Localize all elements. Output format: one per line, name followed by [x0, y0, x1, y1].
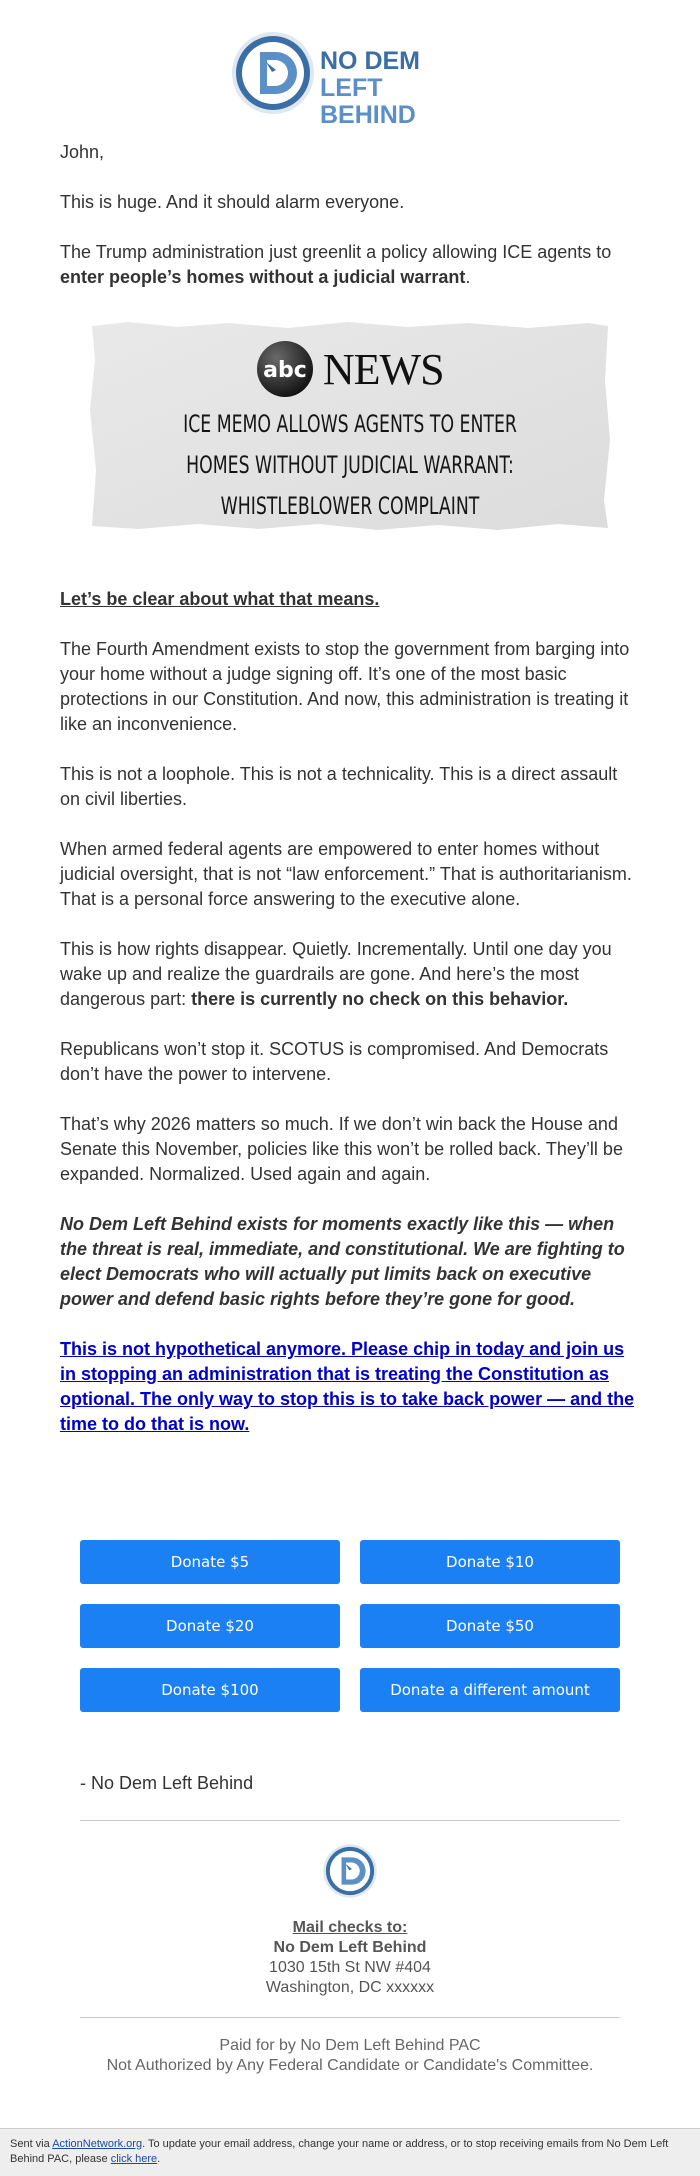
- paragraph-6-bold: there is currently no check on this behavior.: [191, 989, 569, 1009]
- donate-20-button[interactable]: Donate $20: [80, 1604, 340, 1648]
- footer-update-text: . To update your email address, change your name or address, or to stop receiving emails from No Dem Left Behind PAC, please: [10, 2138, 669, 2165]
- donate-5-button[interactable]: Donate $5: [80, 1540, 340, 1584]
- donate-100-button[interactable]: Donate $100: [80, 1668, 340, 1712]
- not-authorized-line: Not Authorized by Any Federal Candidate or Candidate's Committee.: [106, 2057, 594, 2074]
- actionnetwork-link[interactable]: ActionNetwork.org: [52, 2138, 143, 2150]
- mail-street: 1030 15th St NW #404: [269, 1959, 431, 1976]
- abc-news-logo: [88, 340, 612, 398]
- donate-50-button[interactable]: Donate $50: [360, 1604, 620, 1648]
- paragraph-8: That’s why 2026 matters so much. If we don’t win back the House and Senate this November, policies like this won’t be rolled back. They’ll be expanded. Normalized. Used again and again.: [60, 1114, 623, 1184]
- mail-checks-label: Mail checks to:: [292, 1919, 408, 1936]
- mail-checks-address: [0, 1918, 700, 1998]
- email-header: [0, 0, 700, 130]
- divider-top: [80, 1820, 620, 1821]
- paragraph-2-text: The Trump administration just greenlit a policy allowing ICE agents to: [60, 242, 612, 262]
- spacer: [60, 532, 640, 587]
- paragraph-3: The Fourth Amendment exists to stop the government from barging into your home without a judge signing off. It’s one of the most basic protections in our Constitution. And now, this administration is treating it like an inconvenience.: [60, 639, 630, 734]
- donate-other-amount-button[interactable]: Donate a different amount: [360, 1668, 620, 1712]
- footer-logo-d-icon: [322, 1843, 378, 1899]
- logo-line-1: NO DEM: [320, 47, 420, 75]
- paragraph-7: Republicans won’t stop it. SCOTUS is compromised. And Democrats don’t have the power to intervene.: [60, 1039, 609, 1084]
- footer-sent-via: Sent via: [10, 2138, 53, 2150]
- greeting: John,: [60, 142, 105, 162]
- unsubscribe-link[interactable]: click here: [110, 2153, 158, 2165]
- paid-for-line: Paid for by No Dem Left Behind PAC: [219, 2037, 481, 2054]
- unsubscribe-footer: [0, 2128, 700, 2176]
- paid-for-disclaimer: [0, 2036, 700, 2076]
- donate-cta-link[interactable]: This is not hypothetical anymore. Please chip in today and join us in stopping an administration that is treating the Constitution as optional. The only way to stop this is to take back power — and the time to do that is now.: [60, 1339, 635, 1434]
- paragraph-6: [60, 937, 640, 1012]
- mail-city: Washington, DC xxxxxx: [265, 1979, 435, 1996]
- paragraph-6-text: This is how rights disappear. Quietly. Incrementally. Until one day you wake up and realize the guardrails are gone. And here’s the most dangerous part:: [60, 939, 612, 1009]
- logo-d-icon: [230, 30, 316, 116]
- signoff: - No Dem Left Behind: [80, 1773, 254, 1793]
- paragraph-2-bold: enter people’s homes without a judicial warrant: [60, 267, 466, 287]
- logo-line-2: LEFT BEHIND: [320, 74, 416, 129]
- brand-logo[interactable]: [230, 30, 470, 129]
- paragraph-2-end: .: [465, 267, 471, 287]
- abc-logo-icon: [256, 340, 314, 398]
- paragraph-4: This is not a loophole. This is not a technicality. This is a direct assault on civil liberties.: [60, 764, 618, 809]
- abc-logo-text: abc: [263, 358, 308, 383]
- logo-wordmark: [320, 48, 470, 129]
- paragraph-2: [60, 240, 640, 290]
- paragraph-1: This is huge. And it should alarm everyone.: [60, 192, 405, 212]
- paragraph-9: No Dem Left Behind exists for moments exactly like this — when the threat is real, immediate, and constitutional. We are fighting to elect Democrats who will actually put limits back on executive power and defend basic rights before they’re gone for good.: [60, 1214, 625, 1309]
- email-body: [60, 140, 640, 1462]
- news-wordmark: NEWS: [322, 344, 444, 394]
- donate-10-button[interactable]: Donate $10: [360, 1540, 620, 1584]
- divider-bottom: [80, 2017, 620, 2018]
- news-headline-image[interactable]: [88, 320, 612, 532]
- mail-org-name: No Dem Left Behind: [273, 1939, 427, 1956]
- footer-end: .: [157, 2153, 161, 2165]
- paragraph-5: When armed federal agents are empowered to enter homes without judicial oversight, that is not “law enforcement.” That is authoritarianism. That is a personal force answering to the executive alone.: [60, 839, 632, 909]
- section-subhead: Let’s be clear about what that means.: [60, 589, 380, 609]
- news-headline-text: ICE MEMO ALLOWS AGENTS TO ENTER HOMES WITHOUT JUDICIAL WARRANT: WHISTLEBLOWER COMPLAINT: [183, 410, 517, 520]
